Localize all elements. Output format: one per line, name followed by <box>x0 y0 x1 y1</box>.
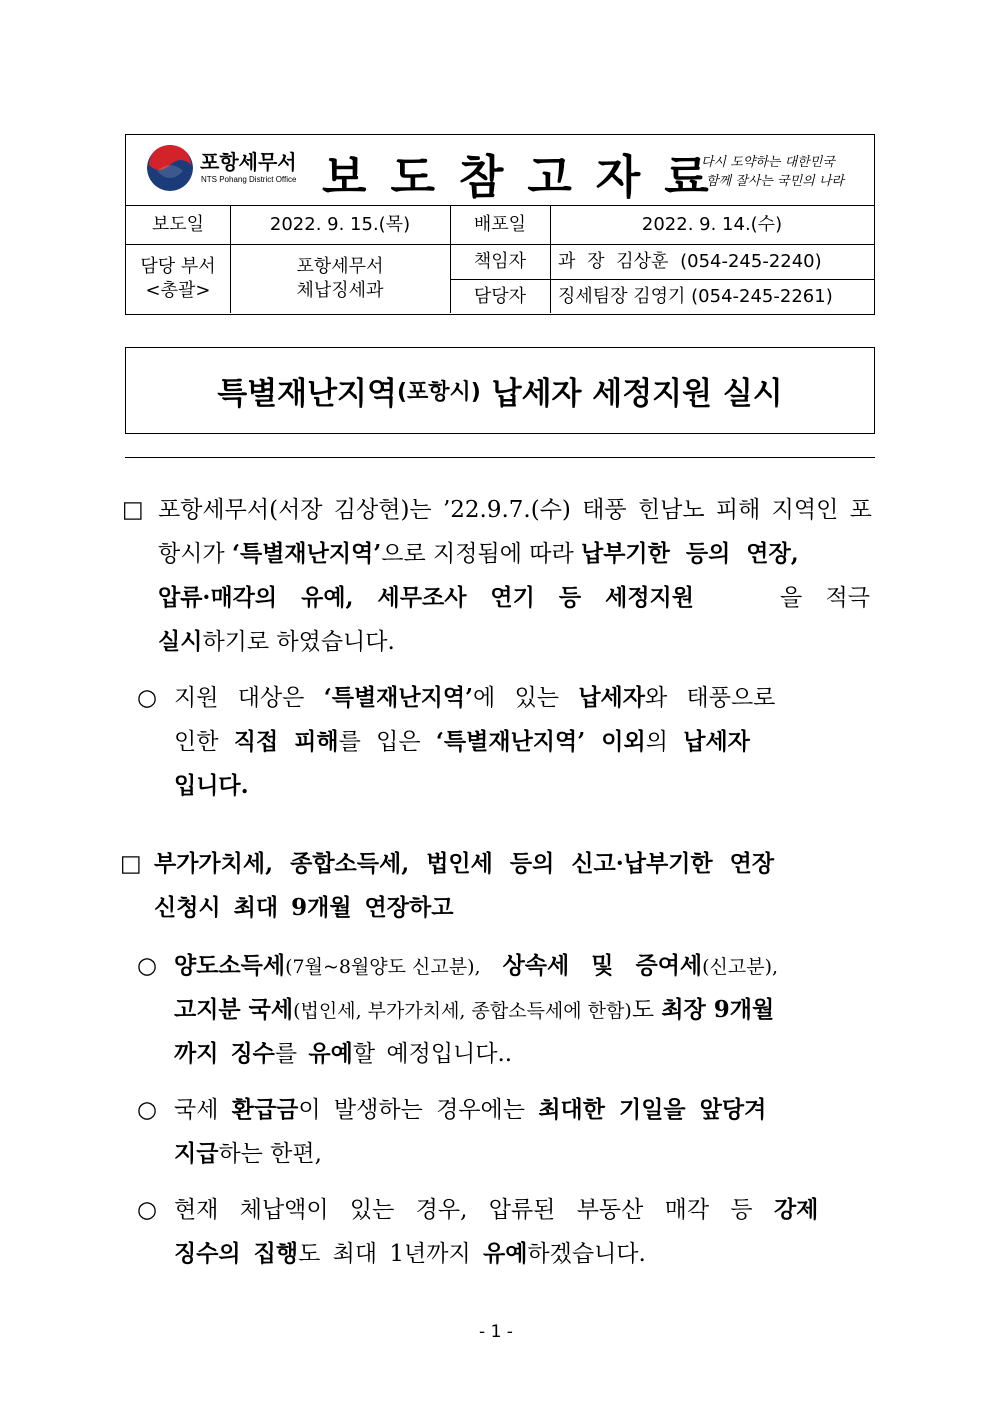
p4-bold-text: 양도소득세 <box>174 952 286 979</box>
press-release-title <box>125 347 875 434</box>
department-value-line2: 체납징세과 <box>296 280 384 301</box>
p2-line1 <box>174 676 870 720</box>
p2-bold-text: 납세자 <box>578 684 645 711</box>
p6-bold-text: 유예 <box>482 1240 528 1267</box>
p1-line1 <box>158 488 870 532</box>
p4-small-text: (신고분), <box>702 956 779 978</box>
p4-line3 <box>174 1032 512 1076</box>
p4-small-text: (법인세, 부가가치세, 종합소득세에 한함) <box>293 1000 632 1022</box>
p4-bold-text: 유예 <box>308 1040 353 1067</box>
org-name-english: NTS Pohang District Office <box>201 175 297 184</box>
p4-bold-text: 상속세 및 증여세 <box>480 952 703 979</box>
p4-text: 도 <box>631 997 662 1023</box>
p1-bold-text: 납부기한 등의 연장, <box>580 540 799 567</box>
staff-label: 담당자 <box>473 285 527 307</box>
p5-bold-text: 지급 <box>174 1140 219 1167</box>
title-part-3: 납세자 세정지원 실시 <box>480 376 783 412</box>
p6-bold-text: 강제 <box>773 1196 819 1223</box>
p1-line2 <box>158 532 870 576</box>
p5-text: 하는 한편, <box>218 1141 322 1167</box>
square-bullet: □ <box>120 851 142 877</box>
p6-text: 현재 체납액이 있는 경우, 압류된 부동산 매각 등 <box>174 1197 774 1223</box>
slogan-line-2: 함께 잘사는 국민의 나라 <box>706 174 844 189</box>
p2-text: 인한 <box>174 729 234 755</box>
p5-bold-text: 최대한 기일을 앞당겨 <box>538 1096 767 1123</box>
department-label-line1: 담당 부서 <box>140 256 216 277</box>
p2-text: 를 입은 <box>338 729 436 755</box>
manager-label: 책임자 <box>473 251 527 272</box>
p6-bold-text: 징수의 집행 <box>174 1240 299 1267</box>
manager-value: 과 장 김상훈 (054-245-2240) <box>558 251 822 272</box>
square-bullet: □ <box>122 497 144 523</box>
p4-text: 를 <box>274 1041 309 1067</box>
divider <box>125 457 875 458</box>
header-title-row <box>126 135 874 206</box>
p4-bold-text: 까지 징수 <box>174 1040 275 1067</box>
p3-line2: 신청시 최대 9개월 연장하고 <box>154 894 454 921</box>
page-number: - 1 - <box>479 1322 513 1342</box>
p3-line1: 부가가치세, 종합소득세, 법인세 등의 신고·납부기한 연장 <box>154 850 775 877</box>
p4-bold-text: 최장 9개월 <box>661 996 775 1023</box>
p4-line1 <box>174 944 874 989</box>
p4-small-text: (7월~8월양도 신고분), <box>285 956 481 978</box>
p1-text: 으로 지정됨에 따라 <box>381 541 581 567</box>
p2-text: 와 태풍으로 <box>644 685 776 711</box>
distribution-date: 2022. 9. 14.(수) <box>641 213 783 235</box>
department-value-line1: 포항세무서 <box>296 256 384 277</box>
p6-line2 <box>174 1232 646 1276</box>
p1-text: 을 적극 <box>780 585 870 611</box>
title-part-1: 특별재난지역 <box>217 376 397 412</box>
press-header-table <box>125 134 875 315</box>
circle-bullet: ○ <box>137 1097 158 1123</box>
staff-value: 징세팀장 김영기 (054-245-2261) <box>558 285 833 307</box>
p5-line2 <box>174 1132 322 1176</box>
p1-text: 하기로 하였습니다. <box>202 629 395 655</box>
p5-line1 <box>174 1088 870 1132</box>
p1-bold-text: 실시 <box>158 628 203 655</box>
document-type-title: 보 도 참 고 자 료 <box>322 150 713 204</box>
release-label: 보도일 <box>151 213 205 235</box>
department-label-line2: <총괄> <box>145 280 211 301</box>
p1-bold-text: ‘특별재난지역’ <box>231 540 382 567</box>
org-name: 포항세무서 <box>200 152 297 174</box>
p5-bold-text: 환급금 <box>231 1096 299 1123</box>
release-date: 2022. 9. 15.(목) <box>269 213 411 235</box>
distribution-label: 배포일 <box>473 213 527 235</box>
circle-bullet: ○ <box>137 953 158 979</box>
p4-bold-text: 고지분 국세 <box>174 996 294 1023</box>
nts-emblem-icon <box>147 145 193 191</box>
p2-bold-text: ‘특별재난지역’ <box>323 684 474 711</box>
department-value <box>230 245 450 313</box>
p1-text: 항시가 <box>158 541 232 567</box>
p2-bold-text: 납세자 <box>683 728 750 755</box>
p5-text: 이 발생하는 경우에는 <box>298 1097 539 1123</box>
p4-line2 <box>174 988 870 1033</box>
p1-line4 <box>158 620 395 664</box>
header-info-grid <box>126 205 874 315</box>
p6-text: 도 최대 1년까지 <box>298 1241 483 1267</box>
department-label <box>126 245 230 313</box>
p6-text: 하겠습니다. <box>527 1241 646 1267</box>
p2-line3: 입니다. <box>174 772 249 799</box>
circle-bullet: ○ <box>137 1197 158 1223</box>
title-part-2: (포항시) <box>396 380 481 405</box>
p6-line1 <box>174 1188 870 1232</box>
p5-text: 국세 <box>174 1097 232 1123</box>
p4-text: 할 예정입니다.. <box>352 1041 513 1067</box>
p2-text: 에 있는 <box>473 685 579 711</box>
p2-text: 의 <box>645 729 684 755</box>
p2-line2 <box>174 720 870 764</box>
p2-bold-text: 직접 피해 <box>233 728 339 755</box>
p1-bold-text: 압류·매각의 유예, 세무조사 연기 등 세정지원 <box>158 584 694 611</box>
p1-line1-text: 포항세무서(서장 김상현)는 ’22.9.7.(수) 태풍 힌남노 피해 지역인 포 <box>158 497 872 523</box>
p2-bold-text: ‘특별재난지역’ 이외 <box>435 728 646 755</box>
p1-line3 <box>158 576 870 620</box>
p2-text: 지원 대상은 <box>174 685 324 711</box>
circle-bullet: ○ <box>137 685 158 711</box>
slogan-line-1: 다시 도약하는 대한민국 <box>701 155 835 170</box>
